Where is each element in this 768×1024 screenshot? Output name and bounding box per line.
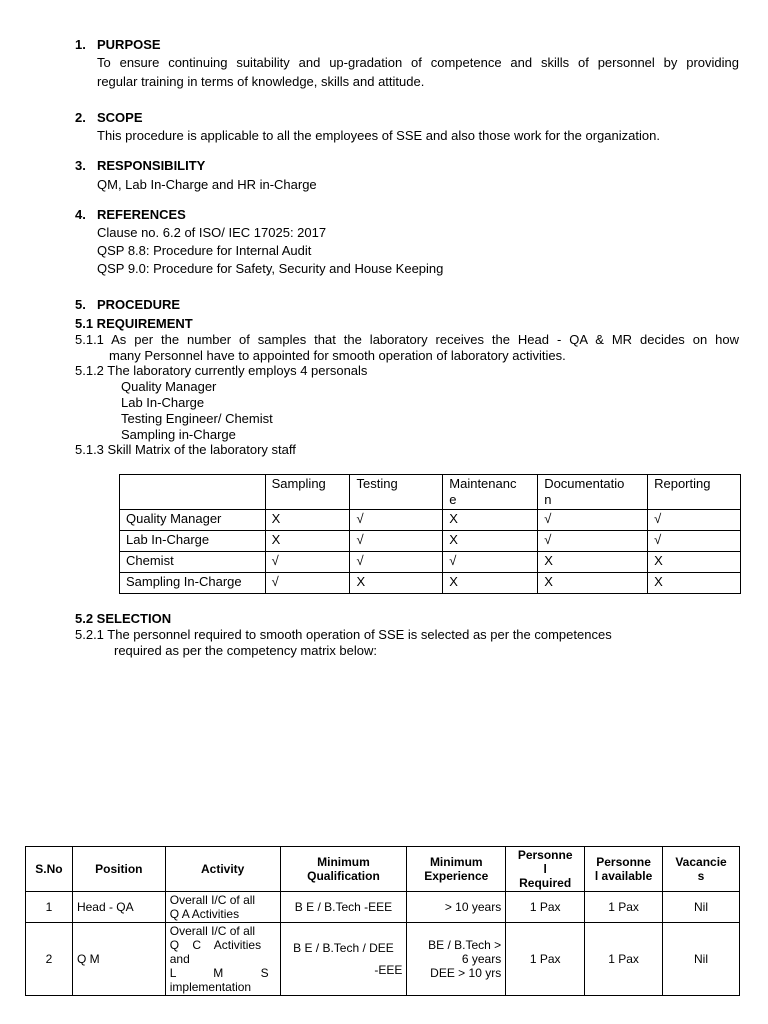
- experience-line: DEE > 10 yrs: [430, 966, 502, 980]
- skill-cell: X: [648, 573, 741, 594]
- column-header: S.No: [26, 847, 73, 892]
- experience-line: 6 years: [461, 952, 502, 966]
- personnel-item: Testing Engineer/ Chemist: [121, 411, 273, 426]
- activity-line: Q C Activities: [169, 938, 262, 952]
- column-header: Testing: [350, 475, 443, 510]
- skill-cell: X: [538, 552, 648, 573]
- column-header: Personne l Required: [506, 847, 585, 892]
- reference-item: QSP 9.0: Procedure for Safety, Security and House Keeping: [97, 261, 444, 276]
- qualification-cell: [280, 923, 407, 996]
- purpose-line-1: To ensure continuing suitability and up-gradation of competence and skills of personnel by providing: [97, 55, 739, 70]
- section-number-purpose: 1.: [75, 37, 86, 52]
- skill-cell: X: [265, 531, 350, 552]
- section-heading-references: REFERENCES: [97, 207, 186, 222]
- skill-cell: X: [538, 573, 648, 594]
- sno-cell: 2: [26, 923, 73, 996]
- skill-cell: X: [443, 531, 538, 552]
- skill-cell: √: [443, 552, 538, 573]
- column-header: Position: [72, 847, 165, 892]
- personnel-item: Lab In-Charge: [121, 395, 205, 410]
- skill-cell: √: [538, 510, 648, 531]
- activity-line: Overall I/C of all: [169, 924, 256, 938]
- table-row: [120, 573, 741, 594]
- paragraph-5-1-1-line-2: many Personnel have to appointed for smooth operation of laboratory activities.: [109, 348, 566, 363]
- activity-cell: [165, 923, 280, 996]
- paragraph-5-2-1-line-1: 5.2.1 The personnel required to smooth operation of SSE is selected as per the competences: [75, 627, 612, 642]
- subsection-heading-requirement: 5.1 REQUIREMENT: [75, 316, 193, 331]
- table-row: [26, 923, 740, 996]
- table-header-row: [26, 847, 740, 892]
- section-heading-responsibility: RESPONSIBILITY: [97, 158, 206, 173]
- table-row: [120, 531, 741, 552]
- activity-line: and: [169, 952, 190, 966]
- column-header: Vacancie s: [663, 847, 740, 892]
- skill-cell: √: [265, 552, 350, 573]
- column-header: Maintenanc e: [443, 475, 538, 510]
- table-row: [26, 892, 740, 923]
- paragraph-5-2-1-line-2: required as per the competency matrix below:: [114, 643, 378, 658]
- sno-cell: 1: [26, 892, 73, 923]
- scope-text: This procedure is applicable to all the employees of SSE and also those work for the organization.: [97, 128, 660, 143]
- skill-cell: √: [648, 510, 741, 531]
- available-cell: 1 Pax: [585, 892, 663, 923]
- section-number-responsibility: 3.: [75, 158, 86, 173]
- activity-cell: [165, 892, 280, 923]
- qualification-line: -EEE: [374, 963, 403, 977]
- skill-cell: √: [265, 573, 350, 594]
- purpose-line-2: regular training in terms of knowledge, skills and attitude.: [97, 74, 425, 89]
- position-cell: Q M: [72, 923, 165, 996]
- experience-cell: > 10 years: [407, 892, 506, 923]
- required-cell: 1 Pax: [506, 923, 585, 996]
- paragraph-5-1-2: 5.1.2 The laboratory currently employs 4 personals: [75, 363, 368, 378]
- role-cell: Chemist: [120, 552, 266, 573]
- section-number-procedure: 5.: [75, 297, 86, 312]
- column-header: [120, 475, 266, 510]
- role-cell: Sampling In-Charge: [120, 573, 266, 594]
- column-header: Sampling: [265, 475, 350, 510]
- personnel-item: Sampling in-Charge: [121, 427, 236, 442]
- section-heading-procedure: PROCEDURE: [97, 297, 181, 312]
- skill-cell: √: [350, 510, 443, 531]
- skill-cell: X: [443, 573, 538, 594]
- role-cell: Quality Manager: [120, 510, 266, 531]
- skill-cell: √: [648, 531, 741, 552]
- experience-line: BE / B.Tech >: [428, 938, 502, 952]
- skill-cell: √: [538, 531, 648, 552]
- reference-item: QSP 8.8: Procedure for Internal Audit: [97, 243, 312, 258]
- table-header-row: [120, 475, 741, 510]
- skill-cell: X: [648, 552, 741, 573]
- paragraph-5-1-1-line-1: 5.1.1 As per the number of samples that the laboratory receives the Head - QA & MR decides on how: [75, 332, 739, 347]
- paragraph-5-1-3: 5.1.3 Skill Matrix of the laboratory staff: [75, 442, 296, 457]
- column-header: Minimum Qualification: [280, 847, 407, 892]
- activity-line: Overall I/C of all: [169, 893, 256, 907]
- skill-cell: √: [350, 552, 443, 573]
- reference-item: Clause no. 6.2 of ISO/ IEC 17025: 2017: [97, 225, 327, 240]
- section-number-scope: 2.: [75, 110, 86, 125]
- table-row: [120, 552, 741, 573]
- experience-cell: [407, 923, 506, 996]
- vacancies-cell: Nil: [663, 923, 740, 996]
- responsibility-text: QM, Lab In-Charge and HR in-Charge: [97, 177, 317, 192]
- subsection-heading-selection: 5.2 SELECTION: [75, 611, 172, 626]
- personnel-item: Quality Manager: [121, 379, 217, 394]
- column-header: Reporting: [648, 475, 741, 510]
- available-cell: 1 Pax: [585, 923, 663, 996]
- qualification-line: B E / B.Tech / DEE: [293, 941, 394, 955]
- activity-line: L M S: [169, 966, 269, 980]
- skill-cell: X: [443, 510, 538, 531]
- competency-matrix-table: [25, 846, 740, 996]
- qualification-cell: B E / B.Tech -EEE: [280, 892, 407, 923]
- vacancies-cell: Nil: [663, 892, 740, 923]
- skill-matrix-table: [119, 474, 741, 594]
- column-header: Minimum Experience: [407, 847, 506, 892]
- required-cell: 1 Pax: [506, 892, 585, 923]
- skill-cell: X: [265, 510, 350, 531]
- table-row: [120, 510, 741, 531]
- skill-cell: X: [350, 573, 443, 594]
- column-header: Activity: [165, 847, 280, 892]
- role-cell: Lab In-Charge: [120, 531, 266, 552]
- section-number-references: 4.: [75, 207, 86, 222]
- column-header: Personne l available: [585, 847, 663, 892]
- position-cell: Head - QA: [72, 892, 165, 923]
- column-header: Documentatio n: [538, 475, 648, 510]
- activity-line: Q A Activities: [169, 907, 240, 921]
- activity-line: implementation: [169, 980, 252, 994]
- section-heading-scope: SCOPE: [97, 110, 143, 125]
- section-heading-purpose: PURPOSE: [97, 37, 161, 52]
- skill-cell: √: [350, 531, 443, 552]
